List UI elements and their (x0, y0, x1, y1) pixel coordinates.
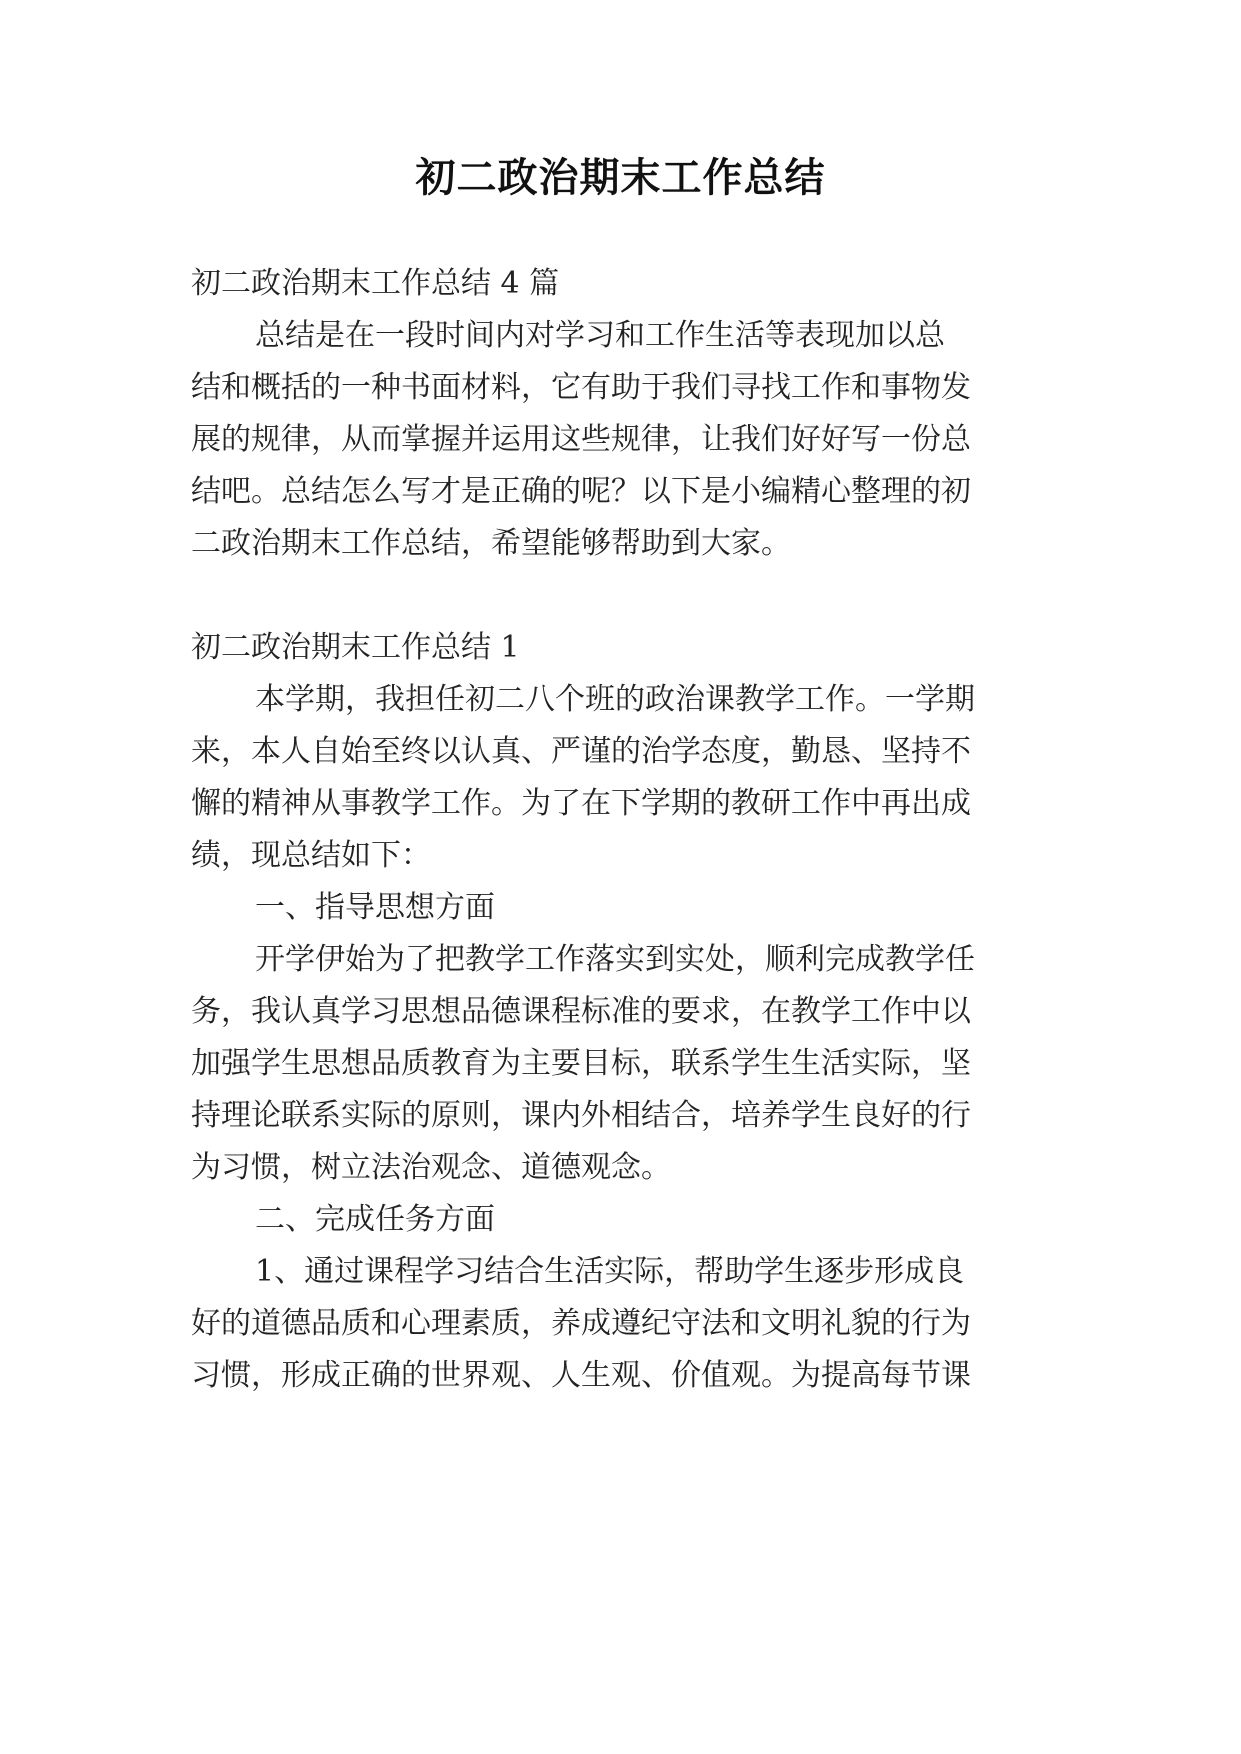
intro-line-4: 结吧。总结怎么写才是正确的呢？以下是小编精心整理的初 (191, 474, 971, 509)
body-line-11: 好的道德品质和心理素质，养成遵纪守法和文明礼貌的行为 (191, 1306, 971, 1341)
intro-line-5: 二政治期末工作总结，希望能够帮助到大家。 (191, 526, 791, 561)
body-line-4: 绩，现总结如下： (191, 838, 431, 873)
body-line-9: 为习惯，树立法治观念、道德观念。 (191, 1150, 671, 1185)
body-line-6: 务，我认真学习思想品德课程标准的要求，在教学工作中以 (191, 994, 971, 1029)
body-line-3: 懈的精神从事教学工作。为了在下学期的教研工作中再出成 (191, 786, 971, 821)
body-line-8: 持理论联系实际的原则，课内外相结合，培养学生良好的行 (191, 1098, 971, 1133)
intro-line-3: 展的规律，从而掌握并运用这些规律，让我们好好写一份总 (191, 422, 971, 457)
section-heading-1: 初二政治期末工作总结 1 (191, 630, 520, 665)
body-line-12: 习惯，形成正确的世界观、人生观、价值观。为提高每节课 (191, 1358, 971, 1393)
subheading-guiding-thought: 一、指导思想方面 (255, 890, 495, 925)
body-line-7: 加强学生思想品质教育为主要目标，联系学生生活实际，坚 (191, 1046, 971, 1081)
body-line-2: 来，本人自始至终以认真、严谨的治学态度，勤恳、坚持不 (191, 734, 971, 769)
document-title: 初二政治期末工作总结 (415, 154, 826, 201)
body-line-5: 开学伊始为了把教学工作落实到实处，顺利完成教学任 (255, 942, 975, 977)
body-line-1: 本学期，我担任初二八个班的政治课教学工作。一学期 (255, 682, 975, 717)
subtitle-line: 初二政治期末工作总结 4 篇 (191, 266, 560, 301)
subheading-task-completion: 二、完成任务方面 (255, 1202, 495, 1237)
intro-line-2: 结和概括的一种书面材料，它有助于我们寻找工作和事物发 (191, 370, 971, 405)
intro-line-1: 总结是在一段时间内对学习和工作生活等表现加以总 (255, 318, 945, 353)
body-line-10: 1、通过课程学习结合生活实际，帮助学生逐步形成良 (255, 1254, 965, 1289)
